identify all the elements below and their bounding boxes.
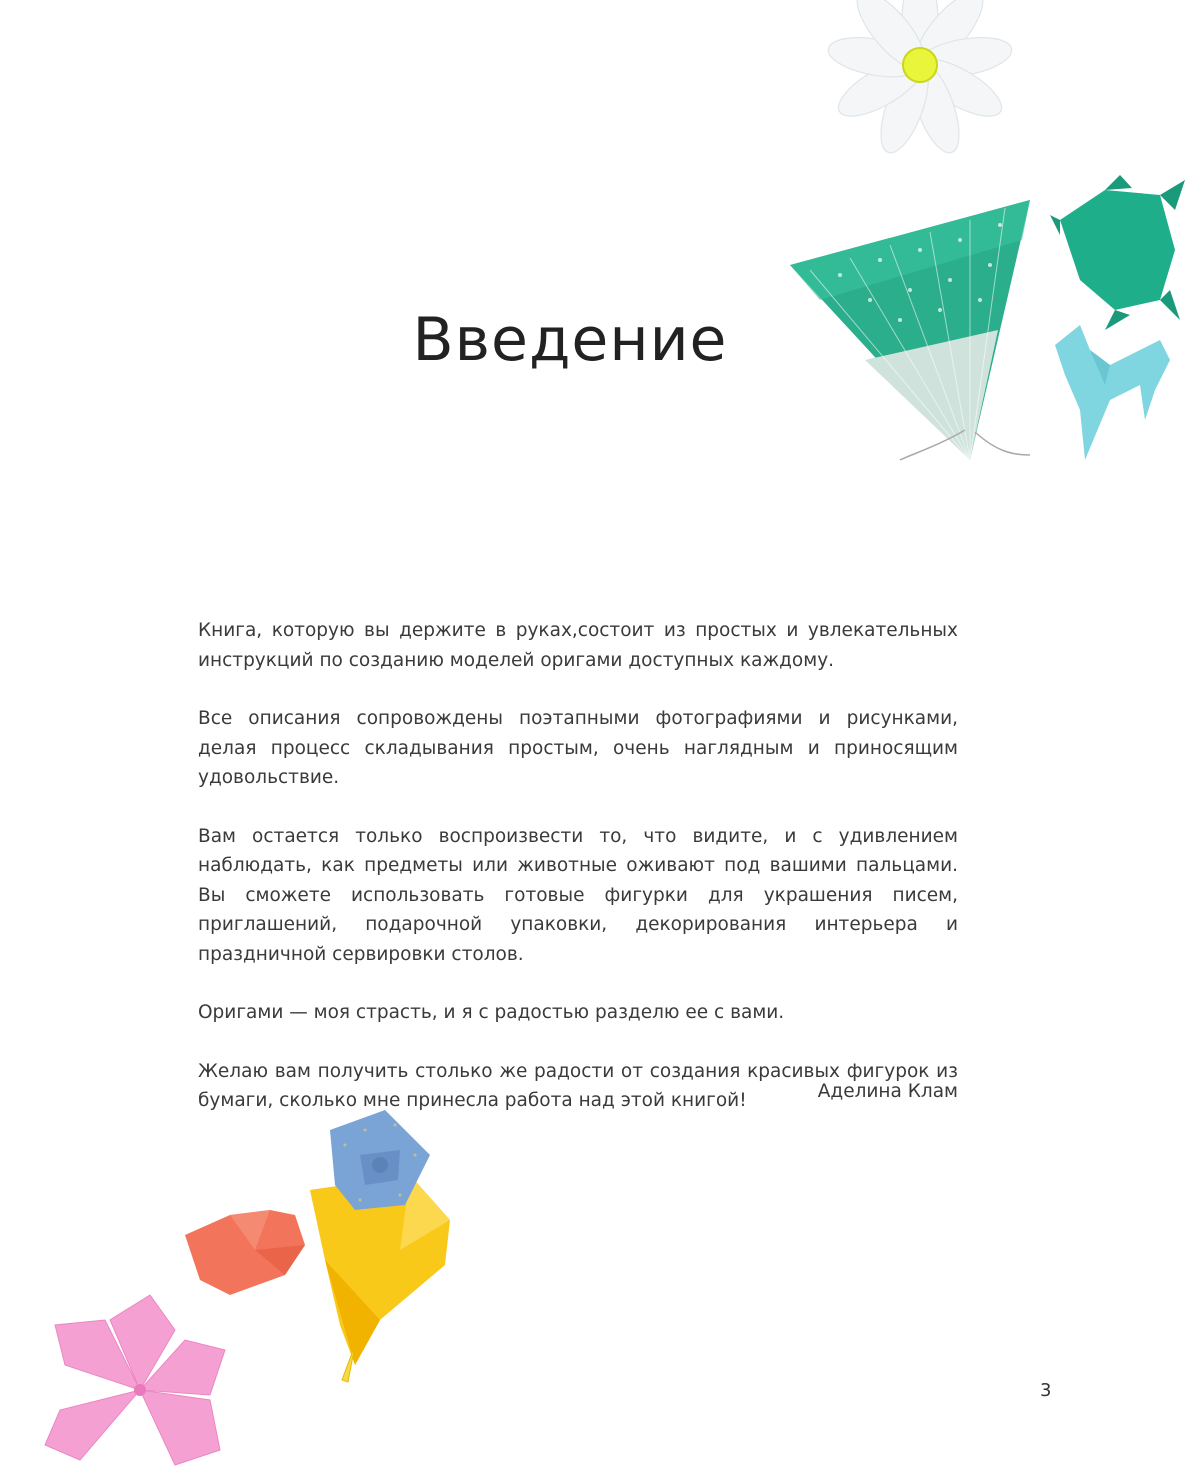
paragraph: Вам остается только воспроизвести то, что видите, и с удивлением наблюдать, как предметы или животные оживают под вашими пальцами. Вы сможете использовать готовые фигурки для украшения писем, приглашений, подарочной упаковки, декорирования интерьера и праздничной сервировки столов. bbox=[198, 825, 958, 965]
daisy-flower-icon bbox=[825, 0, 1014, 159]
author-signature: Аделина Клам bbox=[817, 1081, 958, 1102]
paragraph: Желаю вам получить столько же радости от создания красивых фигурок из бумаги, сколько мне принесла работа над этой книгой! bbox=[198, 1060, 958, 1111]
paragraph: Книга, которую вы держите в руках,состоит из простых и увлекательных инструкций по созданию моделей оригами доступных каждому. bbox=[198, 620, 958, 671]
orange-tulip-icon bbox=[185, 1210, 305, 1295]
paragraph: Все описания сопровождены поэтапными фотографиями и рисунками, делая процесс складывания простым, очень наглядным и приносящим удовольствие. bbox=[198, 708, 958, 788]
pink-blossom-icon bbox=[45, 1295, 225, 1465]
bottom-origami-illustration bbox=[0, 1100, 500, 1477]
paragraph: Оригами — моя страсть, и я с радостью разделю ее с вами. bbox=[198, 1002, 785, 1023]
intro-text bbox=[198, 616, 958, 1145]
page-number: 3 bbox=[1040, 1380, 1052, 1401]
page-title: Введение bbox=[412, 305, 728, 375]
top-origami-illustration bbox=[760, 0, 1193, 520]
